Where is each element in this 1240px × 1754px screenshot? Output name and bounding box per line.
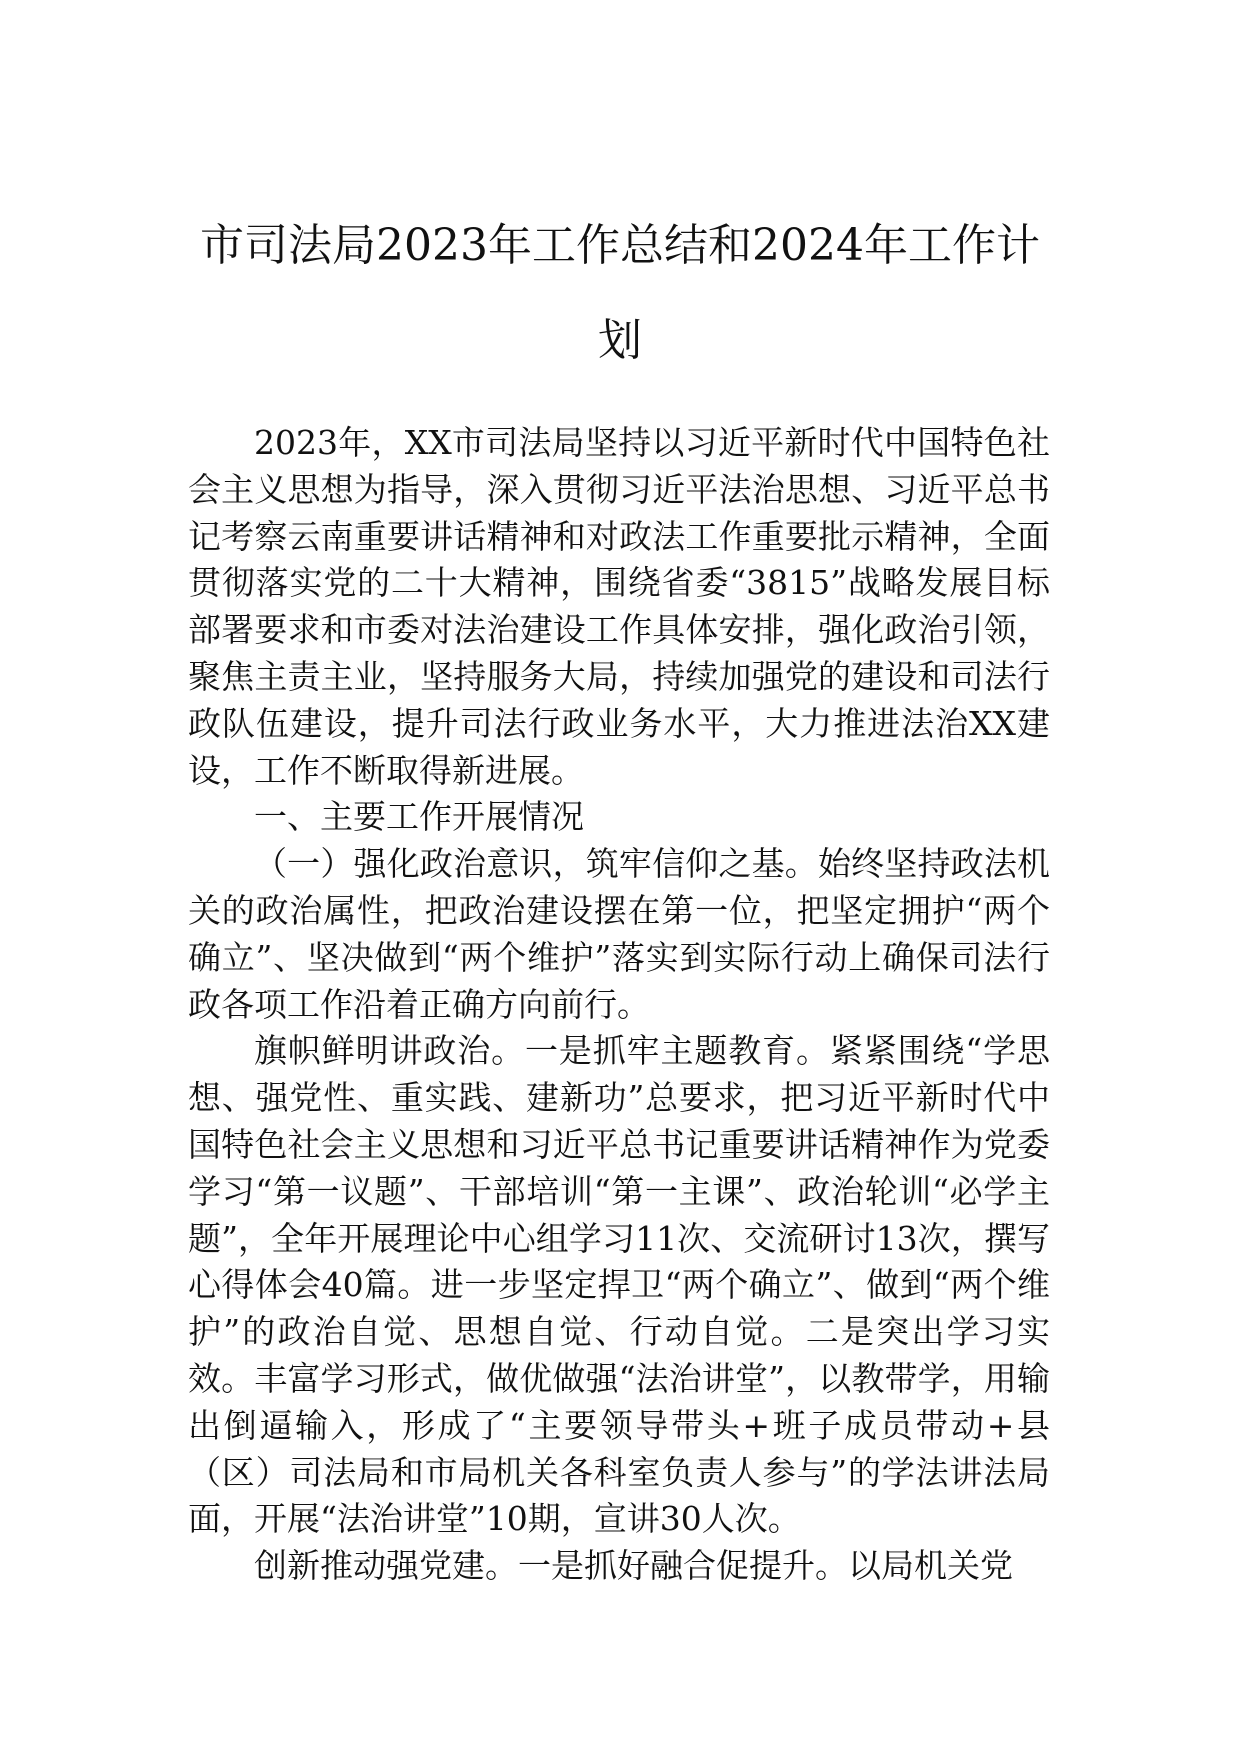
politics-paragraph: 旗帜鲜明讲政治。一是抓牢主题教育。紧紧围绕“学思想、强党性、重实践、建新功”总要求，把习近平新时代中国特色社会主义思想和习近平总书记重要讲话精神作为党委学习“第一议题”、干部培训“第一主课”、政治轮训“必学主题”，全年开展理论中心组学习11次、交流研讨13次，撰写心得体会40篇。进一步坚定捍卫“两个确立”、做到“两个维护”的政治自觉、思想自觉、行动自觉。二是突出学习实效。丰富学习形式，做优做强“法治讲堂”，以教带学，用输出倒逼输入，形成了“主要领导带头+班子成员带动+县（区）司法局和市局机关各科室负责人参与”的学法讲法局面，开展“法治讲堂”10期，宣讲30人次。	[188, 1031, 1050, 1539]
intro-paragraph: 2023年，XX市司法局坚持以习近平新时代中国特色社会主义思想为指导，深入贯彻习近平法治思想、习近平总书记考察云南重要讲话精神和对政法工作重要批示精神，全面贯彻落实党的二十大精神，围绕省委“3815”战略发展目标部署要求和市委对法治建设工作具体安排，强化政治引领，聚焦主责主业，坚持服务大局，持续加强党的建设和司法行政队伍建设，提升司法行政业务水平，大力推进法治XX建设，工作不断取得新进展。	[188, 423, 1050, 790]
title-line-1: 市司法局2023年工作总结和2024年工作计	[200, 220, 1040, 271]
subsection-paragraph-1: （一）强化政治意识，筑牢信仰之基。始终坚持政法机关的政治属性，把政治建设摆在第一位，把坚定拥护“两个确立”、坚决做到“两个维护”落实到实际行动上确保司法行政各项工作沿着正确方向前行。	[188, 844, 1050, 1024]
document-title	[180, 198, 1060, 388]
party-building-paragraph: 创新推动强党建。一是抓好融合促提升。以局机关党	[254, 1546, 1013, 1586]
title-line-2: 划	[598, 315, 642, 366]
section-heading-1: 一、主要工作开展情况	[254, 797, 584, 837]
document-body	[188, 420, 1050, 1590]
